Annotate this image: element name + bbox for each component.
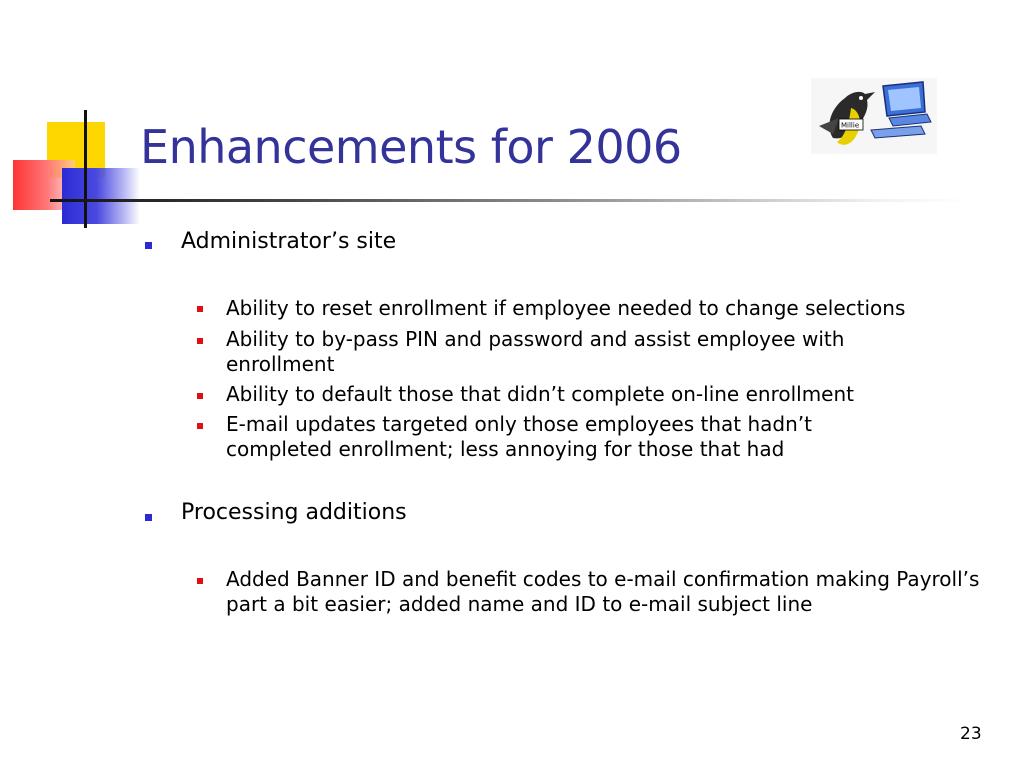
bullet-icon bbox=[197, 578, 203, 584]
logo-label: Millie bbox=[841, 121, 860, 130]
list-item: Ability to by-pass PIN and password and assist employee with enrollment bbox=[226, 327, 845, 376]
list-item: E-mail updates targeted only those employees that hadn’t completed enrollment; less annoying for those that had bbox=[226, 412, 812, 461]
bullet-icon bbox=[145, 242, 152, 249]
bird-computer-logo bbox=[811, 78, 937, 154]
bullet-icon bbox=[197, 306, 203, 312]
list-item: Ability to default those that didn’t complete on-line enrollment bbox=[226, 382, 855, 406]
page-number: 23 bbox=[960, 724, 982, 744]
section-heading-administrators-site: Administrator’s site bbox=[181, 229, 397, 254]
bullet-icon bbox=[197, 338, 203, 344]
slide-title: Enhancements for 2006 bbox=[140, 120, 682, 174]
section-heading-processing-additions: Processing additions bbox=[181, 500, 407, 525]
list-item: Added Banner ID and benefit codes to e-mail confirmation making Payroll’s part a bit easier; added name and ID to e-mail subject line bbox=[226, 567, 980, 616]
decorative-vertical-line bbox=[84, 110, 87, 228]
list-item: Ability to reset enrollment if employee needed to change selections bbox=[226, 296, 906, 320]
title-underline bbox=[50, 199, 970, 202]
bullet-icon bbox=[145, 514, 152, 521]
bullet-icon bbox=[197, 393, 203, 399]
decorative-blue-block bbox=[62, 168, 140, 224]
bullet-icon bbox=[197, 423, 203, 429]
